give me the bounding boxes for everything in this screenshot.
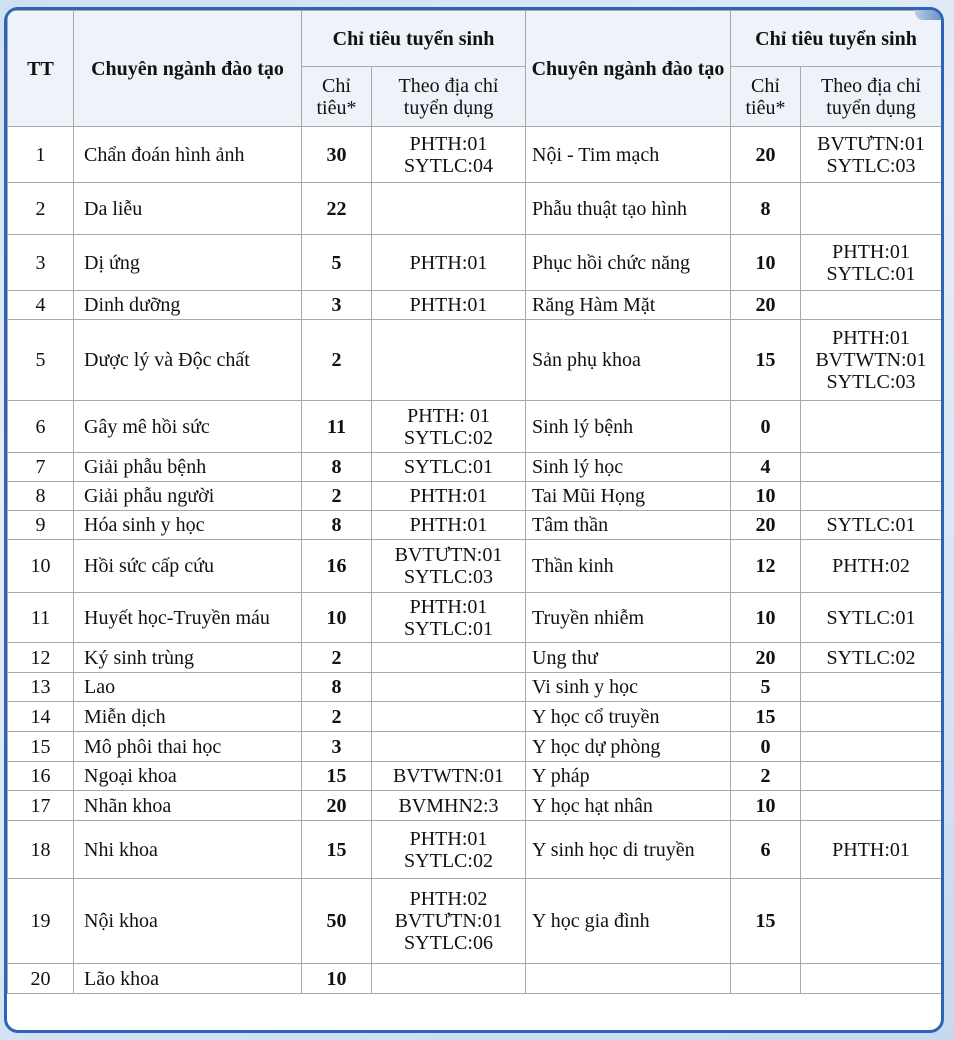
major-name-left: Dược lý và Độc chất [74,320,302,401]
quota-left: 2 [302,320,372,401]
employer-code: BVMHN2:3 [398,794,499,817]
major-name-right: Y học gia đình [526,879,731,964]
quota-right: 0 [731,401,801,453]
quota-left: 10 [302,964,372,994]
major-name-right: Răng Hàm Mặt [526,291,731,320]
table-row [8,183,942,235]
table-frame [4,7,944,1033]
employer-code: PHTH:02 [409,888,488,910]
employer-code: PHTH:01 [409,251,488,274]
row-number: 8 [8,482,74,511]
quota-right: 5 [731,673,801,702]
header-quota-right: Chỉ tiêu* [731,67,801,127]
employer-code: PHTH:01 [409,514,488,536]
employer-codes-right [801,762,942,791]
employer-codes-right [801,791,942,821]
table-row [8,235,942,291]
quota-left: 30 [302,127,372,183]
quota-right: 2 [731,762,801,791]
major-name-left: Giải phẫu người [74,482,302,511]
quota-left: 22 [302,183,372,235]
quota-right: 10 [731,593,801,643]
row-number: 13 [8,673,74,702]
table-row [8,732,942,762]
quota-right: 6 [731,821,801,879]
quota-left: 15 [302,762,372,791]
quota-right: 0 [731,732,801,762]
major-name-right: Truyền nhiễm [526,593,731,643]
quota-right: 20 [731,291,801,320]
row-number: 19 [8,879,74,964]
major-name-left: Lão khoa [74,964,302,994]
table-row [8,702,942,732]
table-row [8,593,942,643]
row-number: 12 [8,643,74,673]
employer-codes-right [801,320,942,401]
table-row [8,964,942,994]
employer-codes-left [372,702,526,732]
major-name-left: Nội khoa [74,879,302,964]
employer-codes-left [372,593,526,643]
major-name-left: Mô phôi thai học [74,732,302,762]
header-employer-right: Theo địa chỉ tuyển dụng [801,67,942,127]
major-name-right: Tai Mũi Họng [526,482,731,511]
major-name-left: Huyết học-Truyền máu [74,593,302,643]
major-name-left: Ký sinh trùng [74,643,302,673]
employer-code: SYTLC:03 [826,371,916,393]
major-name-left: Gây mê hồi sức [74,401,302,453]
table-row [8,511,942,540]
major-name-right: Tâm thần [526,511,731,540]
table-row [8,127,942,183]
employer-code: SYTLC:03 [404,566,493,588]
row-number: 7 [8,453,74,482]
quota-left: 3 [302,291,372,320]
major-name-right: Ung thư [526,643,731,673]
major-name-left: Dinh dưỡng [74,291,302,320]
quota-right: 8 [731,183,801,235]
major-name-right: Phục hồi chức năng [526,235,731,291]
major-name-right [526,964,731,994]
employer-codes-right [801,127,942,183]
quota-left: 20 [302,791,372,821]
table-row [8,540,942,593]
employer-codes-right [801,879,942,964]
row-number: 5 [8,320,74,401]
row-number: 2 [8,183,74,235]
major-name-left: Miễn dịch [74,702,302,732]
corner-decoration [915,10,941,20]
major-name-left: Ngoại khoa [74,762,302,791]
employer-codes-right [801,673,942,702]
employer-code: PHTH:01 [409,485,488,507]
quota-left: 3 [302,732,372,762]
row-number: 18 [8,821,74,879]
row-number: 14 [8,702,74,732]
employer-code: PHTH:02 [832,555,910,577]
row-number: 1 [8,127,74,183]
quota-left: 15 [302,821,372,879]
row-number: 11 [8,593,74,643]
employer-code: BVTƯTN:01 [394,544,503,566]
major-name-left: Nhi khoa [74,821,302,879]
employer-codes-right [801,643,942,673]
major-name-right: Sinh lý học [526,453,731,482]
employer-code: SYTLC:01 [826,514,916,536]
quota-right: 15 [731,320,801,401]
employer-codes-left [372,320,526,401]
employer-codes-right [801,401,942,453]
quota-left: 5 [302,235,372,291]
quota-right [731,964,801,994]
employer-code: SYTLC:02 [404,849,493,872]
major-name-right: Y học dự phòng [526,732,731,762]
employer-code: SYTLC:01 [404,456,493,478]
employer-codes-left [372,673,526,702]
employer-code: BVTWTN:01 [815,349,927,371]
major-name-right: Phẫu thuật tạo hình [526,183,731,235]
major-name-right: Y học hạt nhân [526,791,731,821]
major-name-left: Chẩn đoán hình ảnh [74,127,302,183]
employer-code: SYTLC:01 [826,606,916,629]
employer-code: PHTH:01 [832,327,910,349]
table-row [8,821,942,879]
table-row [8,291,942,320]
header-major-right: Chuyên ngành đào tạo [526,11,731,127]
row-number: 20 [8,964,74,994]
table-row [8,401,942,453]
employer-codes-left [372,540,526,593]
table-row [8,762,942,791]
major-name-right: Y sinh học di truyền [526,821,731,879]
employer-codes-left [372,964,526,994]
quota-right: 20 [731,643,801,673]
header-employer-left: Theo địa chỉ tuyển dụng [372,67,526,127]
employer-codes-left [372,879,526,964]
quota-right: 20 [731,511,801,540]
row-number: 9 [8,511,74,540]
quota-left: 8 [302,511,372,540]
header-quota-group-left: Chỉ tiêu tuyển sinh [302,11,526,67]
major-name-left: Hóa sinh y học [74,511,302,540]
employer-codes-right [801,235,942,291]
quota-right: 15 [731,879,801,964]
header-quota-group-right: Chỉ tiêu tuyển sinh [731,11,942,67]
table-row [8,879,942,964]
row-number: 3 [8,235,74,291]
quota-right: 4 [731,453,801,482]
employer-codes-left [372,821,526,879]
employer-code: PHTH:01 [832,838,910,861]
employer-codes-right [801,593,942,643]
employer-codes-left [372,401,526,453]
quota-left: 16 [302,540,372,593]
row-number: 17 [8,791,74,821]
employer-codes-right [801,482,942,511]
employer-codes-left [372,453,526,482]
employer-codes-right [801,183,942,235]
admission-quota-table [7,10,942,994]
row-number: 4 [8,291,74,320]
table-row [8,320,942,401]
major-name-right: Y học cổ truyền [526,702,731,732]
table-row [8,482,942,511]
employer-code: SYTLC:06 [404,932,493,954]
major-name-right: Sinh lý bệnh [526,401,731,453]
quota-left: 50 [302,879,372,964]
employer-codes-right [801,540,942,593]
major-name-left: Hồi sức cấp cứu [74,540,302,593]
employer-codes-right [801,511,942,540]
employer-codes-left [372,183,526,235]
quota-left: 2 [302,643,372,673]
row-number: 16 [8,762,74,791]
employer-code: PHTH:01 [409,132,488,155]
employer-code: SYTLC:02 [404,426,493,449]
major-name-left: Nhãn khoa [74,791,302,821]
quota-left: 11 [302,401,372,453]
employer-codes-left [372,235,526,291]
employer-code: BVTWTN:01 [392,765,505,787]
employer-codes-right [801,821,942,879]
quota-right: 20 [731,127,801,183]
employer-code: PHTH:01 [832,240,910,263]
employer-codes-left [372,127,526,183]
major-name-right: Nội - Tim mạch [526,127,731,183]
table-row [8,673,942,702]
employer-codes-left [372,291,526,320]
table-header [8,11,942,127]
major-name-left: Giải phẫu bệnh [74,453,302,482]
table-row [8,791,942,821]
quota-left: 2 [302,702,372,732]
employer-codes-right [801,702,942,732]
major-name-left: Da liễu [74,183,302,235]
quota-left: 2 [302,482,372,511]
quota-left: 10 [302,593,372,643]
table-row [8,453,942,482]
header-major-left: Chuyên ngành đào tạo [74,11,302,127]
employer-code: SYTLC:03 [826,154,916,177]
employer-codes-right [801,291,942,320]
quota-right: 10 [731,482,801,511]
header-tt: TT [8,11,74,127]
employer-code: PHTH:01 [409,595,488,618]
header-quota-left: Chỉ tiêu* [302,67,372,127]
table-row [8,643,942,673]
quota-left: 8 [302,453,372,482]
row-number: 15 [8,732,74,762]
row-number: 6 [8,401,74,453]
employer-codes-left [372,732,526,762]
major-name-right: Y pháp [526,762,731,791]
employer-code: PHTH:01 [409,827,488,850]
employer-code: PHTH:01 [409,294,488,316]
employer-code: SYTLC:01 [404,617,493,640]
table-body [8,127,942,994]
quota-right: 15 [731,702,801,732]
employer-codes-left [372,482,526,511]
employer-codes-right [801,964,942,994]
quota-right: 10 [731,791,801,821]
major-name-right: Sản phụ khoa [526,320,731,401]
major-name-left: Lao [74,673,302,702]
quota-right: 10 [731,235,801,291]
employer-codes-right [801,453,942,482]
employer-code: BVTƯTN:01 [394,910,503,932]
quota-left: 8 [302,673,372,702]
employer-code: BVTƯTN:01 [817,132,925,155]
major-name-left: Dị ứng [74,235,302,291]
major-name-right: Vi sinh y học [526,673,731,702]
employer-code: SYTLC:04 [404,154,493,177]
employer-codes-left [372,511,526,540]
employer-code: SYTLC:01 [826,262,916,285]
row-number: 10 [8,540,74,593]
employer-code: PHTH: 01 [407,404,490,427]
employer-codes-left [372,762,526,791]
quota-right: 12 [731,540,801,593]
employer-codes-left [372,791,526,821]
employer-code: SYTLC:02 [826,646,916,669]
major-name-right: Thần kinh [526,540,731,593]
employer-codes-right [801,732,942,762]
employer-codes-left [372,643,526,673]
